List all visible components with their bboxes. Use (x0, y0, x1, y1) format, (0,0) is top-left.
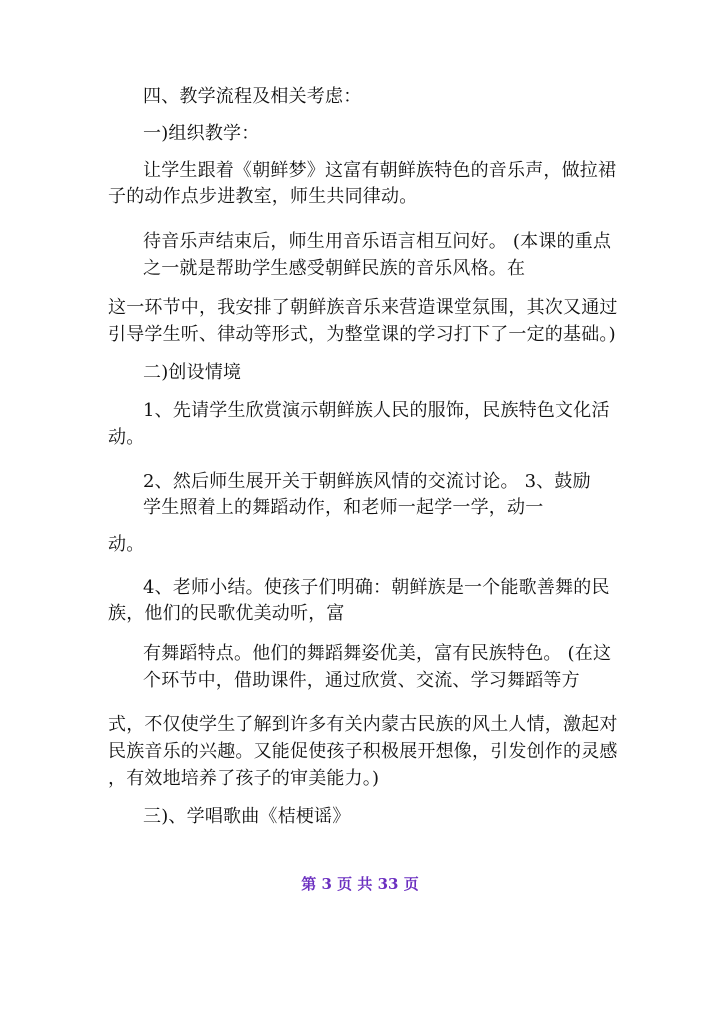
paragraph-line: 引导学生听、律动等形式，为整堂课的学习打下了一定的基础。) (108, 324, 616, 345)
paragraph-line: 1、先请学生欣赏演示朝鲜族人民的服饰，民族特色文化活 (143, 400, 610, 421)
paragraph-line: 学生照着上的舞蹈动作，和老师一起学一学，动一 (143, 497, 544, 518)
paragraph-line: 之一就是帮助学生感受朝鲜民族的音乐风格。在 (143, 258, 526, 279)
paragraph-line: 动。 (108, 427, 145, 448)
subsection-heading: 三)、学唱歌曲《桔梗谣》 (143, 806, 351, 827)
paragraph-line: 让学生跟着《朝鲜梦》这富有朝鲜族特色的音乐声，做拉裙 (143, 160, 617, 181)
paragraph-line: 子的动作点步进教室，师生共同律动。 (108, 186, 418, 207)
subsection-heading: 一)组织教学： (143, 123, 260, 144)
page-number-footer: 第 3 页 共 33 页 (301, 875, 419, 893)
paragraph-line: 民族音乐的兴趣。又能促使孩子积极展开想像，引发创作的灵感 (108, 741, 618, 762)
section-heading: 四、教学流程及相关考虑： (143, 86, 362, 107)
paragraph-line: 这一环节中，我安排了朝鲜族音乐来营造课堂氛围，其次又通过 (108, 297, 618, 318)
paragraph-line: 有舞蹈特点。他们的舞蹈舞姿优美，富有民族特色。 (在这 (143, 643, 612, 664)
paragraph-line: 2、然后师生展开关于朝鲜族风情的交流讨论。 3、鼓励 (143, 471, 591, 492)
paragraph-line: 族，他们的民歌优美动听，富 (108, 603, 345, 624)
paragraph-line: 个环节中，借助课件，通过欣赏、交流、学习舞蹈等方 (143, 670, 580, 691)
paragraph-line: 动。 (108, 534, 145, 555)
paragraph-line: 4、老师小结。使孩子们明确：朝鲜族是一个能歌善舞的民 (143, 577, 610, 598)
paragraph-line: ，有效地培养了孩子的审美能力。) (108, 768, 380, 789)
paragraph-line: 式，不仅使学生了解到许多有关内蒙古民族的风土人情，激起对 (108, 714, 618, 735)
paragraph-line: 待音乐声结束后，师生用音乐语言相互问好。 (本课的重点 (143, 231, 612, 252)
subsection-heading: 二)创设情境 (143, 362, 242, 383)
